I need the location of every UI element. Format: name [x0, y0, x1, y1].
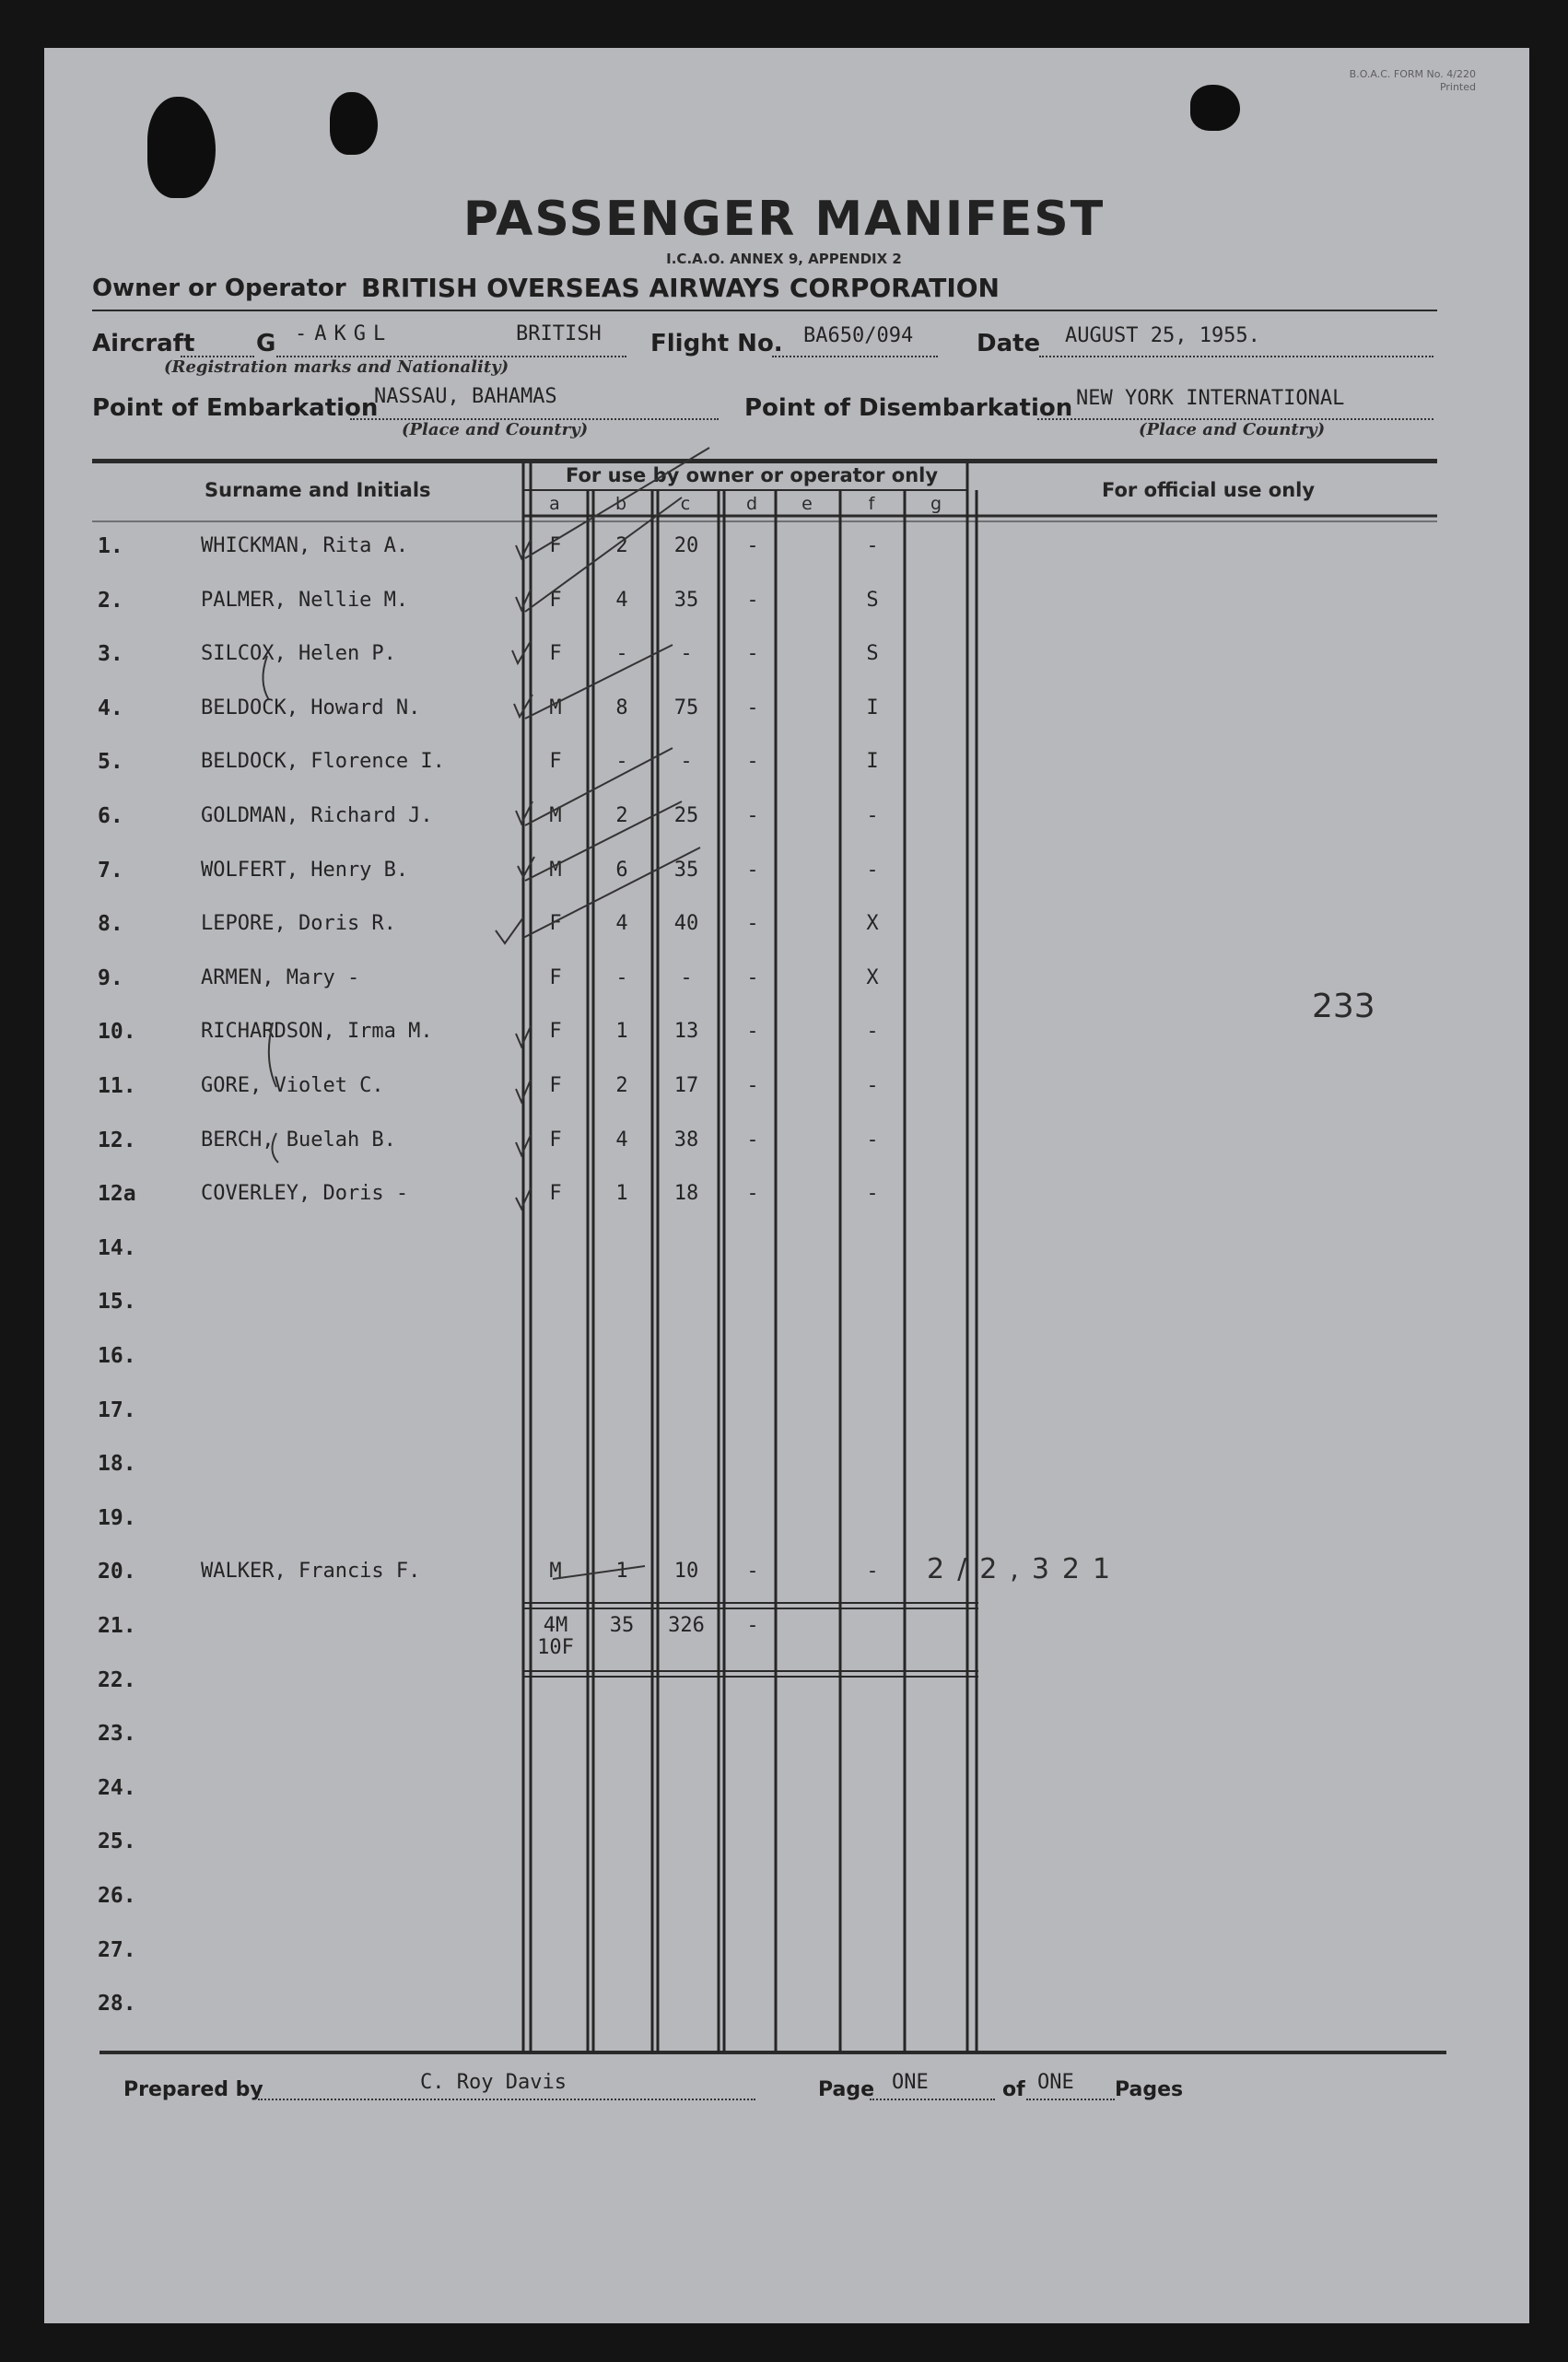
- form-printed-text: Printed: [1439, 81, 1476, 93]
- cell-b: -: [615, 750, 628, 773]
- cell-b: 2: [615, 534, 628, 557]
- row-number: 25.: [98, 1830, 136, 1853]
- of-value: ONE: [1037, 2071, 1074, 2094]
- cell-c: -: [680, 750, 693, 773]
- cell-b: -: [615, 642, 628, 665]
- disembarkation-caption: (Place and Country): [1139, 420, 1326, 439]
- passenger-name: RICHARDSON, Irma M.: [201, 1020, 433, 1043]
- cell-d: -: [746, 859, 759, 882]
- pages-label: Pages: [1115, 2078, 1184, 2101]
- cell-b: 1: [615, 1560, 628, 1583]
- cell-c: 10: [673, 1560, 699, 1583]
- cell-a: M: [549, 696, 562, 719]
- page-label: Page: [818, 2078, 875, 2101]
- cell-b: 2: [615, 804, 628, 827]
- cell-a-second-line: 10F: [537, 1636, 574, 1659]
- row-number: 3.: [98, 642, 123, 666]
- cell-a: F: [549, 750, 562, 773]
- surname-header: Surname and Initials: [205, 479, 431, 501]
- of-label: of: [1002, 2078, 1025, 2101]
- row-number: 26.: [98, 1884, 136, 1908]
- cell-c: 38: [673, 1128, 699, 1152]
- cell-d: -: [746, 1614, 759, 1637]
- disembarkation-value: NEW YORK INTERNATIONAL: [1076, 387, 1345, 410]
- passenger-name: WALKER, Francis F.: [201, 1560, 421, 1583]
- cell-d: -: [746, 750, 759, 773]
- cell-f: -: [866, 1128, 879, 1152]
- passenger-name: PALMER, Nellie M.: [201, 589, 409, 612]
- cell-a: F: [549, 1074, 562, 1097]
- row-number: 17.: [98, 1398, 136, 1422]
- passenger-name: WHICKMAN, Rita A.: [201, 534, 409, 557]
- column-letter-b: b: [614, 494, 627, 514]
- page-title: PASSENGER MANIFEST: [462, 192, 1106, 247]
- embarkation-caption: (Place and Country): [402, 420, 589, 439]
- aircraft-label: Aircraft: [92, 330, 195, 357]
- cell-b: 6: [615, 859, 628, 882]
- cell-c: 18: [673, 1182, 699, 1205]
- cell-c: 13: [673, 1020, 699, 1043]
- owner-label: Owner or Operator: [92, 275, 346, 302]
- cell-b: 1: [615, 1182, 628, 1205]
- registration-value: -AKGL: [295, 322, 393, 345]
- row-number: 5.: [98, 750, 123, 774]
- row-number: 14.: [98, 1236, 136, 1260]
- form-number-text: B.O.A.C. FORM No. 4/220: [1349, 68, 1476, 80]
- row-number: 7.: [98, 859, 123, 883]
- cell-c: 35: [673, 859, 699, 882]
- owner-value: BRITISH OVERSEAS AIRWAYS CORPORATION: [361, 273, 1000, 303]
- embarkation-label: Point of Embarkation: [92, 394, 379, 422]
- row-number: 28.: [98, 1992, 136, 2016]
- cell-b: 35: [609, 1614, 635, 1637]
- row-number: 9.: [98, 966, 123, 990]
- row-number: 20.: [98, 1560, 136, 1584]
- cell-f: S: [866, 642, 879, 665]
- passenger-name: BELDOCK, Florence I.: [201, 750, 445, 773]
- cell-f: -: [866, 1560, 879, 1583]
- nationality-value: BRITISH: [516, 322, 602, 345]
- column-letter-e: e: [802, 494, 813, 514]
- prepared-label: Prepared by: [123, 2078, 263, 2101]
- row-number: 24.: [98, 1776, 136, 1800]
- row-number: 18.: [98, 1452, 136, 1476]
- cell-f: I: [866, 750, 879, 773]
- official-stamp-number: 233: [1312, 988, 1375, 1025]
- cell-b: 1: [615, 1020, 628, 1043]
- cell-a: F: [549, 1020, 562, 1043]
- cell-b: 8: [615, 696, 628, 719]
- cell-a: F: [549, 966, 562, 989]
- row-number: 12a: [98, 1182, 136, 1206]
- cell-b: 4: [615, 589, 628, 612]
- row-number: 1.: [98, 534, 123, 558]
- passenger-name: ARMEN, Mary -: [201, 966, 360, 989]
- row-number: 15.: [98, 1290, 136, 1314]
- cell-f: -: [866, 804, 879, 827]
- passenger-name: WOLFERT, Henry B.: [201, 859, 409, 882]
- row-number: 8.: [98, 912, 123, 936]
- cell-d: -: [746, 1182, 759, 1205]
- cell-c: 20: [673, 534, 699, 557]
- column-letter-d: d: [745, 494, 758, 514]
- cell-c: -: [680, 966, 693, 989]
- cell-d: -: [746, 642, 759, 665]
- date-value: AUGUST 25, 1955.: [1065, 324, 1260, 347]
- row-number: 10.: [98, 1020, 136, 1044]
- column-letter-g: g: [930, 494, 942, 514]
- cell-c: 25: [673, 804, 699, 827]
- cell-a: F: [549, 912, 562, 935]
- cell-d: -: [746, 534, 759, 557]
- registration-caption: (Registration marks and Nationality): [164, 357, 509, 377]
- flight-no-value: BA650/094: [803, 324, 914, 347]
- cell-b: 4: [615, 1128, 628, 1152]
- official-header: For official use only: [1102, 479, 1316, 501]
- page-subtitle: I.C.A.O. ANNEX 9, APPENDIX 2: [666, 251, 902, 267]
- cell-d: -: [746, 966, 759, 989]
- column-letter-a: a: [549, 494, 560, 514]
- cell-c: 35: [673, 589, 699, 612]
- prepared-value: C. Roy Davis: [420, 2071, 567, 2094]
- cell-d: -: [746, 1560, 759, 1583]
- cell-f: I: [866, 696, 879, 719]
- cell-f: -: [866, 534, 879, 557]
- cell-d: -: [746, 804, 759, 827]
- cell-a: M: [549, 1560, 562, 1583]
- cell-c: -: [680, 642, 693, 665]
- row-number: 23.: [98, 1722, 136, 1746]
- cell-c: 75: [673, 696, 699, 719]
- row-number: 22.: [98, 1668, 136, 1692]
- cell-a: F: [549, 534, 562, 557]
- passenger-name: BELDOCK, Howard N.: [201, 696, 421, 719]
- passenger-name: GORE, Violet C.: [201, 1074, 384, 1097]
- cell-d: -: [746, 912, 759, 935]
- cell-f: X: [866, 912, 879, 935]
- date-label: Date: [977, 330, 1041, 357]
- column-letter-f: f: [868, 494, 875, 514]
- row-number: 19.: [98, 1506, 136, 1530]
- cell-f: -: [866, 859, 879, 882]
- cell-c: 40: [673, 912, 699, 935]
- passenger-name: LEPORE, Doris R.: [201, 912, 396, 935]
- row-number: 12.: [98, 1128, 136, 1152]
- cell-a: F: [549, 642, 562, 665]
- passenger-name: SILCOX, Helen P.: [201, 642, 396, 665]
- cell-f: -: [866, 1074, 879, 1097]
- cell-a: F: [549, 1128, 562, 1152]
- cell-c: 17: [673, 1074, 699, 1097]
- cell-d: -: [746, 696, 759, 719]
- row-number: 6.: [98, 804, 123, 828]
- cell-f: X: [866, 966, 879, 989]
- cell-a: M: [549, 804, 562, 827]
- handwritten-total: 2/2,321: [927, 1553, 1124, 1585]
- row-number: 16.: [98, 1344, 136, 1368]
- page-value: ONE: [892, 2071, 929, 2094]
- column-letter-c: c: [680, 494, 691, 514]
- owner-use-header: For use by owner or operator only: [566, 464, 939, 486]
- cell-a: F: [549, 589, 562, 612]
- cell-a: 4M: [543, 1614, 568, 1637]
- cell-f: -: [866, 1020, 879, 1043]
- cell-d: -: [746, 589, 759, 612]
- row-number: 2.: [98, 589, 123, 613]
- passenger-name: BERCH, Buelah B.: [201, 1128, 396, 1152]
- passenger-name: COVERLEY, Doris -: [201, 1182, 409, 1205]
- cell-b: 2: [615, 1074, 628, 1097]
- cell-b: -: [615, 966, 628, 989]
- registration-prefix: G: [256, 330, 276, 357]
- cell-d: -: [746, 1128, 759, 1152]
- cell-d: -: [746, 1074, 759, 1097]
- row-number: 4.: [98, 696, 123, 720]
- row-number: 11.: [98, 1074, 136, 1098]
- embarkation-value: NASSAU, BAHAMAS: [374, 385, 557, 408]
- cell-a: M: [549, 859, 562, 882]
- cell-a: F: [549, 1182, 562, 1205]
- disembarkation-label: Point of Disembarkation: [744, 394, 1073, 422]
- flight-no-label: Flight No.: [650, 330, 783, 357]
- cell-b: 4: [615, 912, 628, 935]
- cell-c: 326: [668, 1614, 705, 1637]
- passenger-name: GOLDMAN, Richard J.: [201, 804, 433, 827]
- cell-f: -: [866, 1182, 879, 1205]
- row-number: 21.: [98, 1614, 136, 1638]
- row-number: 27.: [98, 1938, 136, 1962]
- cell-f: S: [866, 589, 879, 612]
- cell-d: -: [746, 1020, 759, 1043]
